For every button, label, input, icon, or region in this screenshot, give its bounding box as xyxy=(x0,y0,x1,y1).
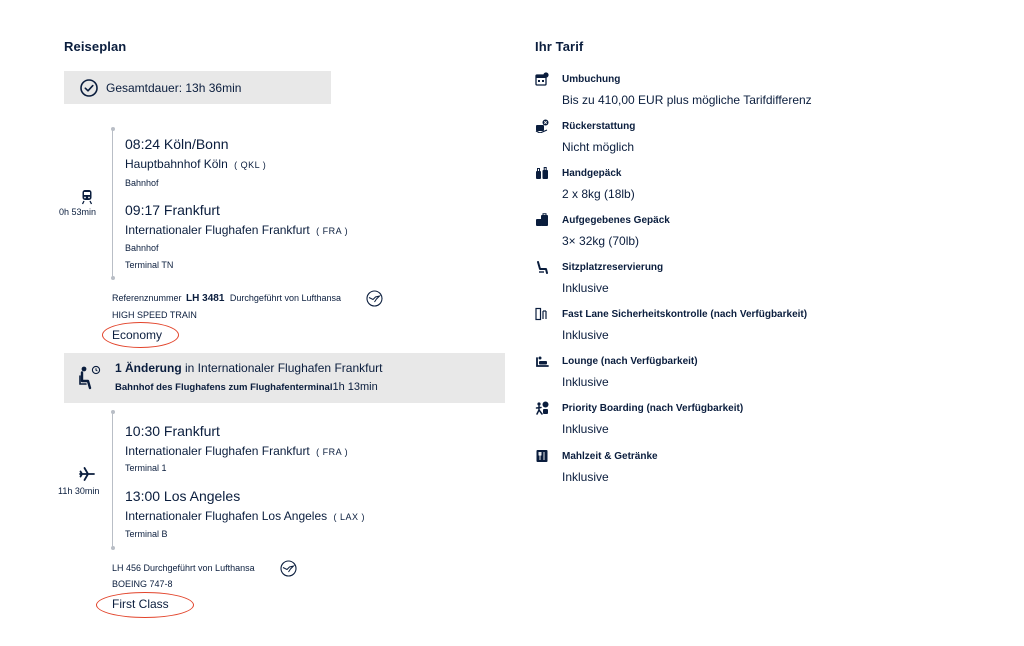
tariff-value: Inklusive xyxy=(562,375,609,389)
transfer-icon xyxy=(77,365,103,391)
total-duration-text: Gesamtdauer: 13h 36min xyxy=(106,81,242,95)
tariff-value: 3× 32kg (70lb) xyxy=(562,234,640,248)
arrival-code: ( FRA ) xyxy=(316,226,349,236)
tariff-value: Nicht möglich xyxy=(562,140,635,154)
tariff-label: Fast Lane Sicherheitskontrolle (nach Verfügbarkeit) xyxy=(562,309,808,320)
priority-boarding-icon xyxy=(535,401,549,415)
fast-lane-icon xyxy=(535,307,549,321)
seat-icon xyxy=(535,260,549,274)
timeline-dot xyxy=(111,410,115,414)
departure-code: ( QKL ) xyxy=(234,160,267,170)
equipment: BOEING 747-8 xyxy=(112,579,173,589)
arrival-time-city: 09:17 Frankfurt xyxy=(125,202,220,218)
timeline-line xyxy=(112,413,113,547)
lufthansa-logo-icon xyxy=(366,290,383,307)
arrival-terminal: Terminal TN xyxy=(125,260,174,270)
tariff-value: Inklusive xyxy=(562,422,609,436)
arrival-code: ( LAX ) xyxy=(333,512,366,522)
tariff-value: Inklusive xyxy=(562,281,609,295)
tariff-label: Umbuchung xyxy=(562,74,621,85)
meal-icon xyxy=(535,449,549,463)
tariff-label: Lounge (nach Verfügbarkeit) xyxy=(562,356,698,367)
timeline-dot xyxy=(111,276,115,280)
change-location: in Internationaler Flughafen Frankfurt xyxy=(181,361,383,375)
tariff-value: Inklusive xyxy=(562,328,609,342)
tariff-value: Bis zu 410,00 EUR plus mögliche Tarifdifferenz xyxy=(562,93,812,107)
train-icon xyxy=(80,189,94,205)
operated-by: Durchgeführt von Lufthansa xyxy=(229,293,341,303)
tariff-label: Sitzplatzreservierung xyxy=(562,262,664,273)
hand-baggage-icon xyxy=(535,166,549,180)
tariff-label: Handgepäck xyxy=(562,168,622,179)
departure-time-city: 10:30 Frankfurt xyxy=(125,423,220,439)
departure-code: ( FRA ) xyxy=(316,447,349,457)
arrival-time-city: 13:00 Los Angeles xyxy=(125,488,241,504)
checked-baggage-icon xyxy=(535,213,549,227)
transfer-time: 1h 13min xyxy=(332,381,378,393)
departure-time-city: 08:24 Köln/Bonn xyxy=(125,136,229,152)
annotation-circle xyxy=(102,322,179,348)
reference-line: Referenznummer LH 3481 Durchgeführt von Lufthansa xyxy=(112,293,341,304)
arrival-station: Internationaler Flughafen Los Angeles ( LAX ) xyxy=(125,509,366,523)
segment-duration: 0h 53min xyxy=(59,207,97,217)
arrival-type: Bahnhof xyxy=(125,243,159,253)
timeline-dot xyxy=(111,546,115,550)
reference-number: LH 3481 xyxy=(186,293,225,304)
tariff-label: Aufgegebenes Gepäck xyxy=(562,215,670,226)
transfer-description: Bahnhof des Flughafens zum Flughafenterminal xyxy=(115,382,333,393)
departure-terminal: Terminal 1 xyxy=(125,463,167,473)
refund-icon xyxy=(535,119,549,133)
tariff-label: Rückerstattung xyxy=(562,121,636,132)
plane-icon xyxy=(79,466,95,482)
change-count: 1 Änderung xyxy=(115,361,182,375)
flight-line: LH 456 Durchgeführt von Lufthansa xyxy=(112,563,255,573)
tariff-value: 2 x 8kg (18lb) xyxy=(562,187,635,201)
clock-icon xyxy=(79,78,99,98)
transfer-details xyxy=(115,381,378,393)
lufthansa-logo-icon xyxy=(280,560,297,577)
timeline-line xyxy=(112,130,113,277)
total-duration-panel xyxy=(64,71,331,104)
departure-station: Hauptbahnhof Köln ( QKL ) xyxy=(125,157,267,171)
departure-station: Internationaler Flughafen Frankfurt ( FRA ) xyxy=(125,444,349,458)
tariff-value: Inklusive xyxy=(562,470,609,484)
tariff-label: Priority Boarding (nach Verfügbarkeit) xyxy=(562,403,744,414)
annotation-circle xyxy=(96,592,194,618)
equipment: HIGH SPEED TRAIN xyxy=(112,310,197,320)
arrival-station: Internationaler Flughafen Frankfurt ( FRA ) xyxy=(125,223,349,237)
timeline-dot xyxy=(111,127,115,131)
tariff-title: Ihr Tarif xyxy=(535,39,584,54)
segment-duration: 11h 30min xyxy=(58,486,100,496)
lounge-icon xyxy=(535,354,549,368)
tariff-label: Mahlzeit & Getränke xyxy=(562,451,658,462)
rebooking-icon xyxy=(535,72,549,86)
arrival-terminal: Terminal B xyxy=(125,529,168,539)
itinerary-title: Reiseplan xyxy=(64,39,127,54)
departure-type: Bahnhof xyxy=(125,178,159,188)
change-panel xyxy=(64,353,505,403)
change-summary xyxy=(115,361,382,375)
cabin-class: Economy xyxy=(112,328,163,342)
cabin-class: First Class xyxy=(112,597,169,611)
